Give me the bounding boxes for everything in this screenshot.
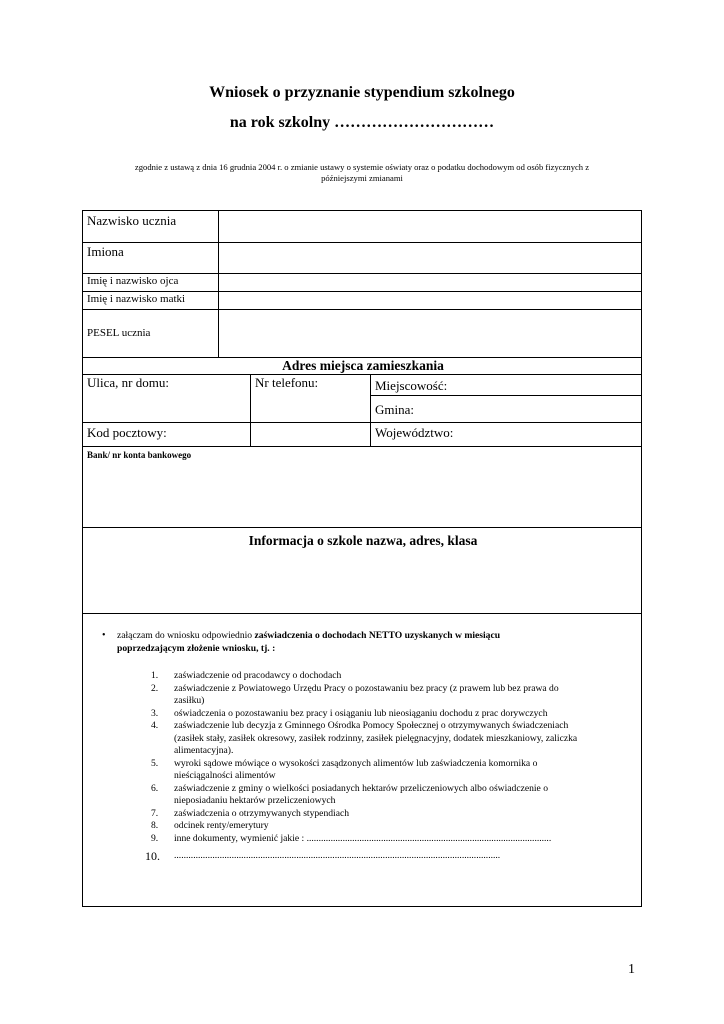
bank-account-field[interactable] (84, 461, 640, 525)
item-number: 2. (151, 682, 159, 694)
item-number: 5. (151, 757, 159, 769)
father-name-label: Imię i nazwisko ojca (87, 275, 179, 287)
bank-account-label: Bank/ nr konta bankowego (87, 450, 192, 460)
list-item (137, 758, 642, 783)
item-text: wyroki sądowe mówiące o wysokości zasądzonych alimentów lub zaświadczenia komornika o (174, 757, 538, 769)
page-number: 1 (628, 962, 635, 977)
item-number: 3. (151, 707, 159, 719)
pesel-label: PESEL ucznia (87, 327, 151, 339)
item-text: odcinek renty/emerytury (174, 820, 269, 831)
list-item (137, 820, 642, 833)
item-text: nieściągalności alimentów (174, 770, 276, 781)
phone-label: Nr telefonu: (255, 375, 319, 390)
item-text: zaświadczenie z gminy o wielkości posiadanych hektarów przeliczeniowych albo oświadczenie o (174, 782, 549, 794)
list-item (137, 849, 642, 863)
item-number: 1. (151, 670, 159, 681)
voivodeship-label: Województwo: (375, 425, 454, 440)
surname-label: Nazwisko ucznia (87, 213, 177, 228)
legal-basis-line2: późniejszymi zmianami (321, 173, 403, 183)
column-divider (370, 374, 371, 446)
pesel-field[interactable] (220, 310, 640, 356)
list-item (137, 683, 642, 708)
names-label: Imiona (87, 244, 124, 259)
row-divider (370, 395, 641, 396)
document-title-line2: na rok szkolny ………………………… (229, 114, 495, 131)
item-text: zaświadczenie z Powiatowego Urzędu Pracy o pozostawaniu bez pracy (z prawem lub bez prawa do (174, 682, 559, 694)
column-divider (218, 211, 219, 357)
item-number: 6. (151, 782, 159, 794)
item-text: zasiłku) (174, 695, 205, 706)
item-text: oświadczenia o pozostawaniu bez pracy i osiąganiu lub nieosiąganiu dochodu z prac dorywczych (174, 707, 548, 719)
row-divider (83, 613, 641, 614)
item-text: zaświadczenia o otrzymywanych stypendiach (174, 807, 350, 819)
postcode-label: Kod pocztowy: (87, 425, 167, 440)
item-text: zaświadczenie lub decyzja z Gminnego Ośrodka Pomocy Społecznej o otrzymywanych świadczeniach (174, 720, 569, 731)
attachments-list (137, 670, 642, 863)
commune-label: Gmina: (375, 402, 414, 417)
list-item (137, 783, 642, 808)
item-text: nieposiadaniu hektarów przeliczeniowych (174, 795, 336, 806)
attachments-intro (102, 629, 617, 655)
list-item (137, 720, 642, 758)
list-item (137, 708, 642, 721)
surname-field[interactable] (220, 212, 640, 241)
attachments-intro-bold: zaświadczenia o dochodach NETTO uzyskanych w miesiącu (254, 630, 501, 641)
item-number: 4. (151, 720, 159, 731)
item-number: 7. (151, 807, 159, 819)
father-name-field[interactable] (220, 274, 640, 290)
row-divider (83, 422, 641, 423)
school-section-title: Informacja o szkole nazwa, adres, klasa (248, 533, 478, 548)
item-number: 10. (145, 849, 160, 863)
street-label: Ulica, nr domu: (87, 375, 169, 390)
legal-basis (90, 162, 634, 184)
legal-basis-line1: zgodnie z ustawą z dnia 16 grudnia 2004 r. o zmianie ustawy o systemie oświaty oraz o podatku dochodowym od osób fizycznych z (134, 162, 590, 172)
row-divider (83, 446, 641, 447)
attachments-intro-text: załączam do wniosku odpowiednio (117, 630, 255, 641)
item-number: 9. (151, 832, 159, 844)
application-form (82, 210, 642, 907)
mother-name-label: Imię i nazwisko matki (87, 293, 186, 305)
column-divider (250, 374, 251, 446)
list-item (137, 808, 642, 821)
list-item (137, 833, 642, 846)
item-text[interactable]: inne dokumenty, wymienić jakie : ...................................................................................................... (174, 832, 552, 844)
list-item (137, 670, 642, 683)
town-label: Miejscowość: (375, 378, 448, 393)
item-text[interactable]: ........................................................................................................................................ (174, 850, 501, 861)
row-divider (83, 527, 641, 528)
school-info-field[interactable] (84, 553, 640, 611)
item-number: 8. (151, 820, 159, 831)
item-text: zaświadczenie od pracodawcy o dochodach (174, 670, 342, 681)
mother-name-field[interactable] (220, 292, 640, 308)
document-title-line1: Wniosek o przyznanie stypendium szkolnego (209, 84, 515, 101)
item-text: (zasiłek stały, zasiłek okresowy, zasiłek rodzinny, zasiłek pielęgnacyjny, dodatek mieszkaniowy, zaliczka (174, 732, 578, 744)
names-field[interactable] (220, 243, 640, 272)
item-text: alimentacyjna). (174, 745, 234, 756)
bullet-icon: • (102, 630, 106, 641)
attachments-intro-bold-line2: poprzedzającym złożenie wniosku, tj. : (117, 643, 276, 654)
address-section-title: Adres miejsca zamieszkania (282, 358, 444, 373)
